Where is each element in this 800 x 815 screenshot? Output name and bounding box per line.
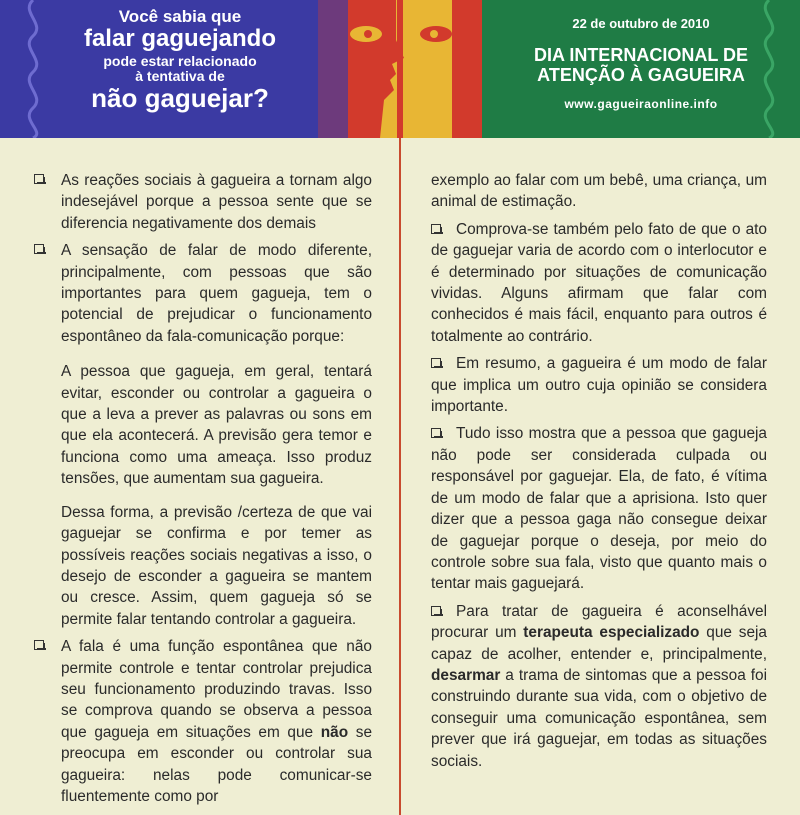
list-item: [431, 219, 767, 347]
checkbox-bullet-icon: [34, 640, 44, 650]
checkbox-bullet-icon: [431, 224, 441, 234]
header-banner: [0, 0, 800, 138]
bullet-text: Tudo isso mostra que a pessoa que gagueja não pode ser considerada culpada ou responsável por gaguejar. Ela, de fato, é vítima de um modo de falar que a aprisiona. Isto quer dizer que a pessoa gaga não consegue deixar de gaguejar porque o deseja, por meio do controle sobre sua fala, visto que quanto mais o tentar mais gaguejará.: [431, 425, 767, 593]
list-item: [431, 601, 767, 772]
question-line2: falar gaguejando: [83, 25, 277, 52]
event-title-line2: ATENÇÃO À GAGUEIRA: [537, 65, 745, 85]
question-line1: Você sabia que: [118, 7, 242, 26]
question-line4: à tentativa de: [135, 68, 225, 84]
indented-paragraph: A pessoa que gagueja, em geral, tentará evitar, esconder ou controlar a gagueira o que a leva a prever as palavras ou sons em que ela acontecerá. A previsão gera temor e funciona como uma ameaça. Isso produz tensões, que aumentam sua gagueira.: [61, 363, 372, 488]
faces-illustration: [318, 0, 482, 138]
left-column: [34, 170, 372, 813]
event-title-line1: DIA INTERNACIONAL DE: [533, 45, 748, 65]
bullet-text: que seja capaz de acolher, entender e, principalmente,: [431, 624, 767, 663]
checkbox-bullet-icon: [431, 428, 441, 438]
list-item: [34, 170, 372, 234]
bullet-text: Comprova-se também pelo fato de que o ato de gaguejar varia de acordo com o interlocutor e é determinado por situações de comunicação vividas. Alguns afirmam que falar com conhecidos é mais fácil, enquanto para outros é totalmente ao contrário.: [431, 220, 767, 345]
checkbox-bullet-icon: [431, 358, 441, 368]
emphasis-text: não: [320, 723, 349, 741]
list-item: [431, 353, 767, 417]
bullet-text: a trama de sintomas que a pessoa foi construindo durante sua vida, com o objetivo de conseguir uma comunicação espontânea, sem prever que irá gaguejar, em todas as situações sociais.: [431, 666, 767, 770]
question-line3: pode estar relacionado: [103, 53, 257, 69]
question-line5: não gaguejar?: [91, 83, 269, 113]
bullet-text: se preocupa em esconder ou controlar sua gagueira: nelas pode comunicar-se fluentemente como por: [61, 723, 372, 805]
website-url[interactable]: www.gagueiraonline.info: [564, 97, 718, 111]
bullet-text: Em resumo, a gagueira é um modo de falar que implica um outro cuja opinião se considera importante.: [431, 355, 767, 416]
bullet-text: A fala é uma função espontânea que não permite controle e tentar controlar prejudica seu funcionamento produzindo travas. Isso se comprova quando se observa a pessoa que gagueja em situações em que: [61, 638, 372, 741]
emphasis-text: desarmar: [431, 666, 501, 684]
emphasis-text: terapeuta especializado: [523, 624, 700, 642]
event-title: [482, 45, 800, 85]
event-panel: [482, 0, 800, 138]
bullet-text: A sensação de falar de modo diferente, principalmente, com pessoas que são importantes para quem gagueja, tem o potencial de prejudicar o funcionamento espontâneo da fala-comunicação porque:: [61, 242, 372, 345]
continued-paragraph: exemplo ao falar com um bebê, uma criança, um animal de estimação.: [431, 172, 767, 211]
checkbox-bullet-icon: [34, 244, 44, 254]
list-item: [431, 423, 767, 594]
checkbox-bullet-icon: [34, 174, 44, 184]
facing-faces-icon: [318, 0, 482, 138]
content-columns: [0, 138, 800, 815]
question-text: [40, 6, 320, 111]
event-text: [482, 16, 800, 111]
checkbox-bullet-icon: [431, 606, 441, 616]
bullet-text: Para tratar de gagueira é aconselhável procurar um: [431, 602, 767, 642]
event-date: 22 de outubro de 2010: [572, 16, 710, 31]
indented-paragraph: Dessa forma, a previsão /certeza de que vai gaguejar se confirma e por temer as possíveis reações sociais negativas a isso, o desejo de esconder a gagueira se mantem ou cresce. Assim, quem gagueja só se permite falar tentando controlar a gagueira.: [61, 503, 372, 628]
question-panel: [0, 0, 318, 138]
list-item: [34, 636, 372, 807]
right-column: [431, 170, 767, 778]
list-item: [34, 240, 372, 347]
bullet-text: As reações sociais à gagueira a tornam algo indesejável porque a pessoa sente que se diferencia negativamente dos demais: [61, 172, 372, 232]
